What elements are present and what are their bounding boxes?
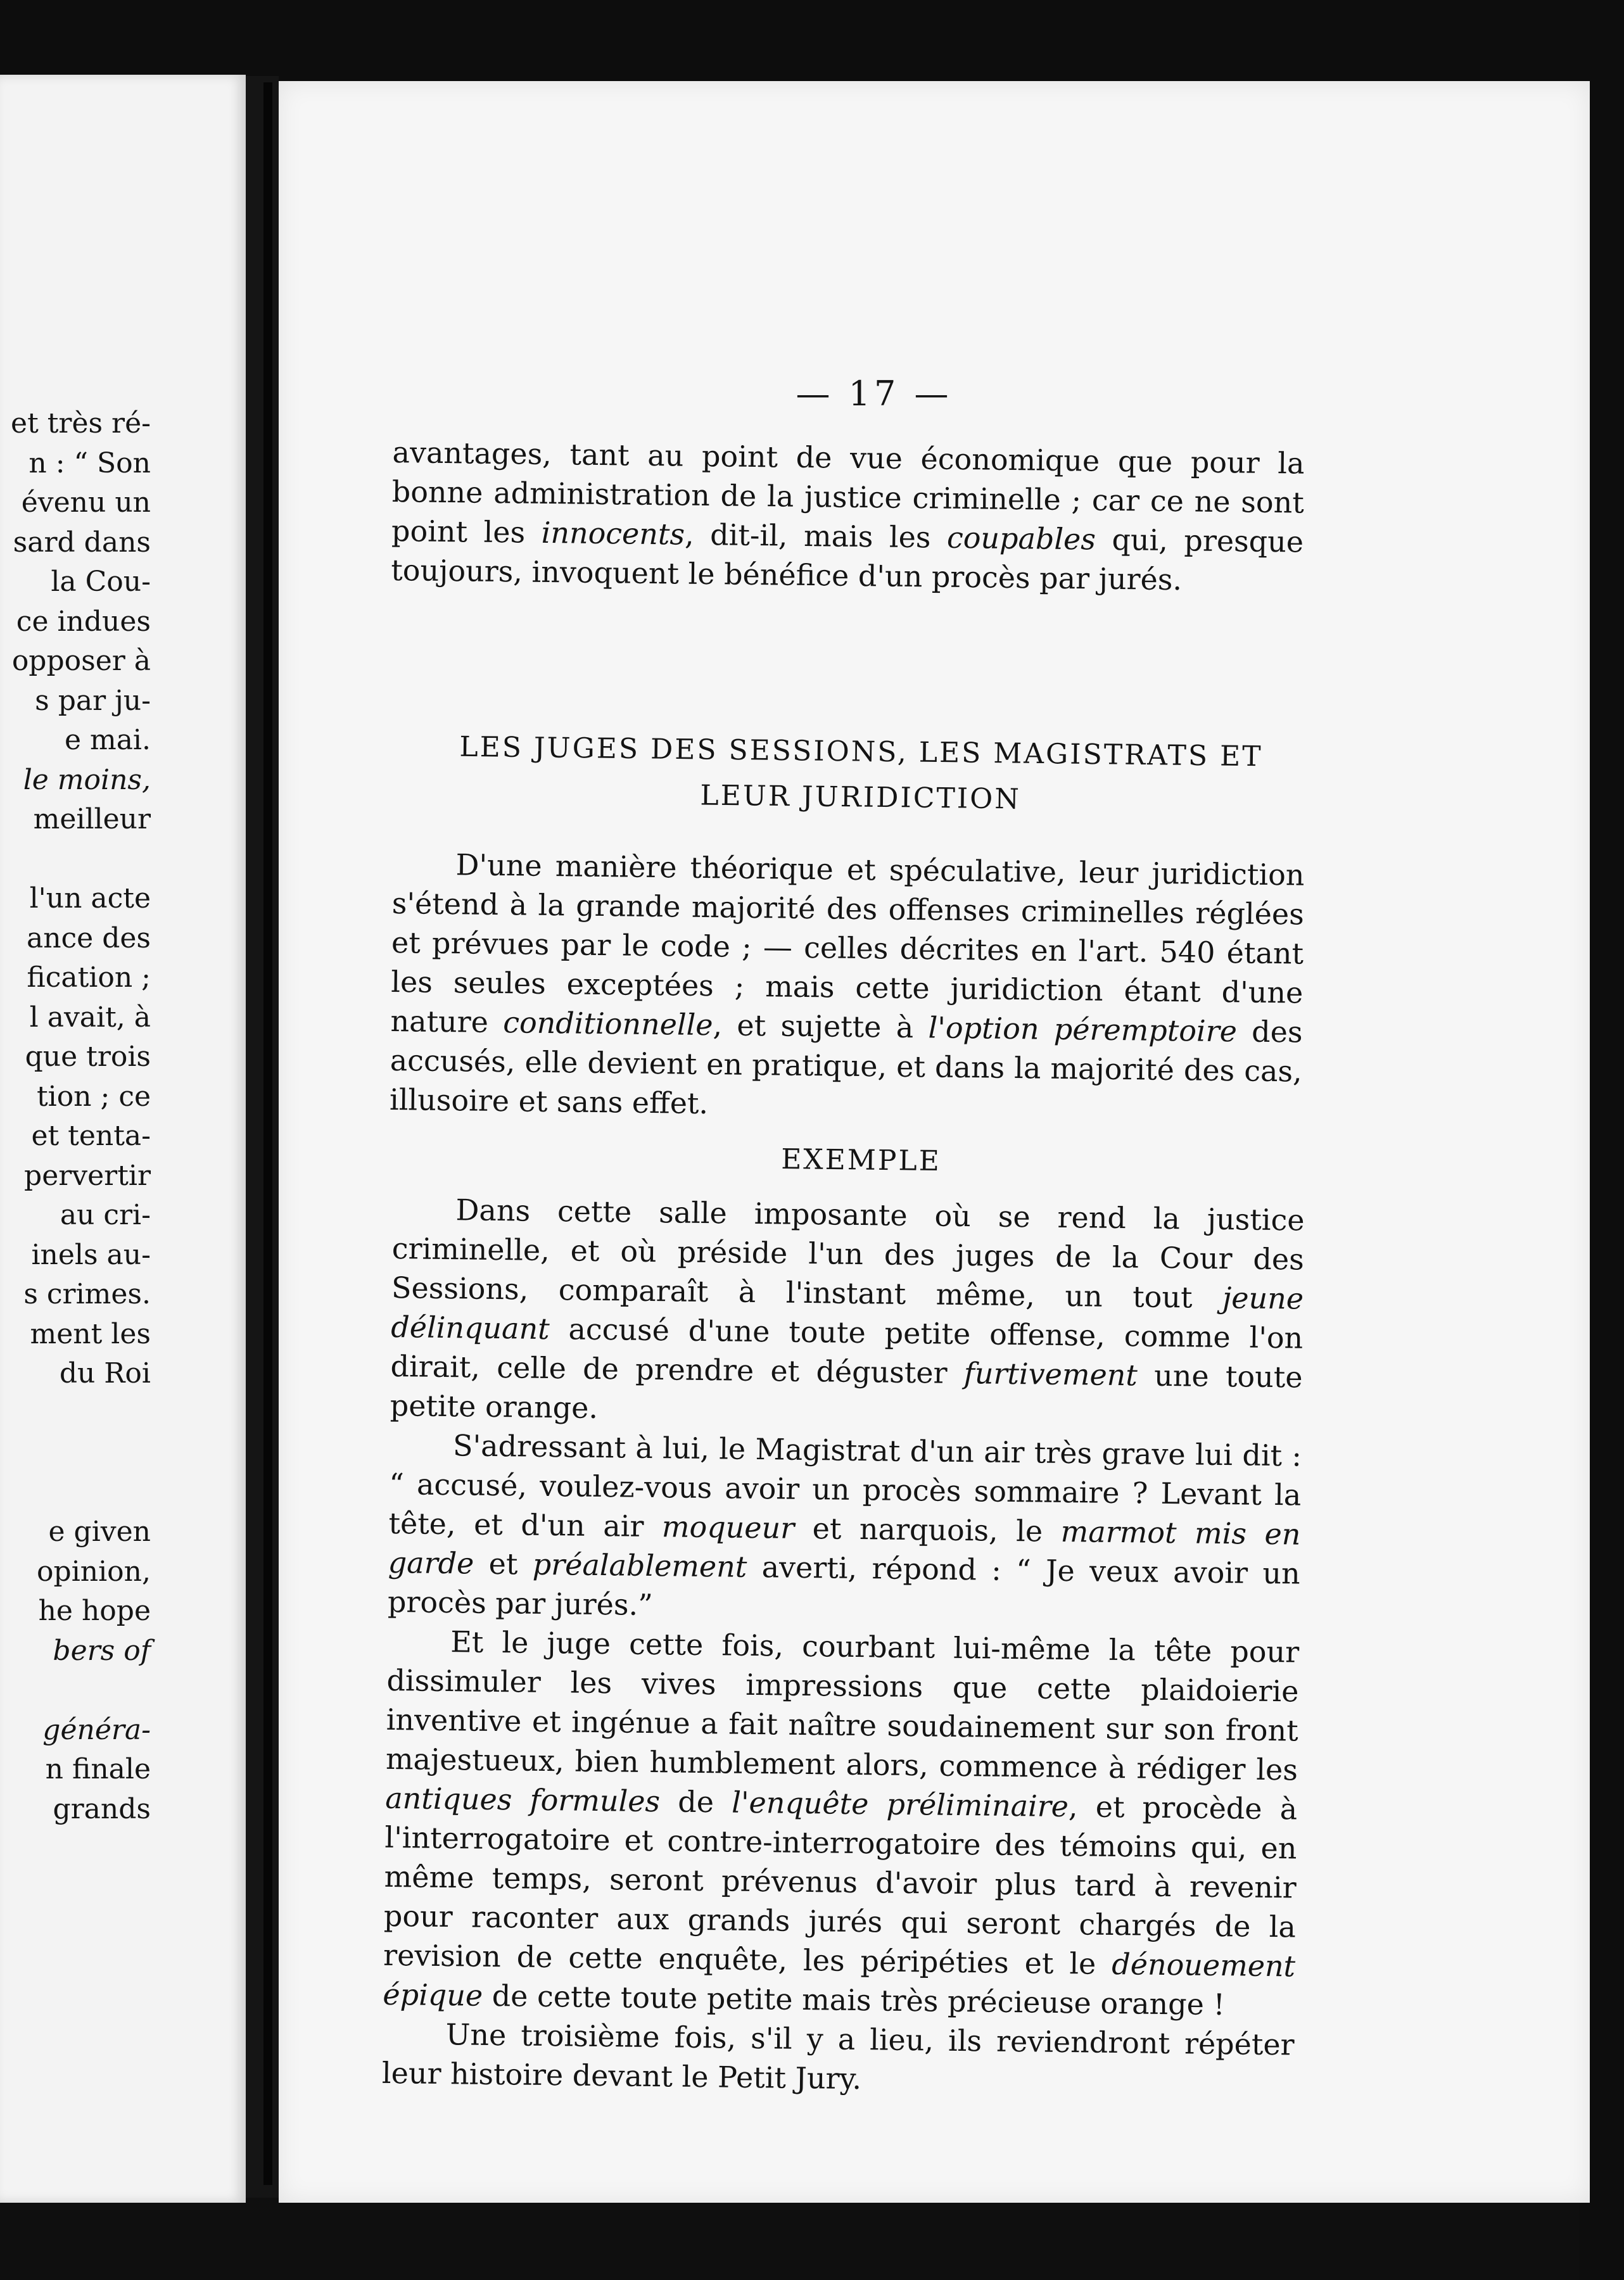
previous-page-line: évenu un <box>21 486 151 519</box>
example-heading: EXEMPLE <box>780 1143 942 1178</box>
previous-page-line <box>11 1394 151 1434</box>
previous-page-line: s crimes. <box>23 1278 151 1310</box>
previous-page-line: opposer à <box>11 645 151 677</box>
previous-page-line: ment les <box>30 1317 151 1350</box>
previous-page-line <box>11 1473 151 1513</box>
current-page <box>279 81 1590 2203</box>
previous-page-line: au cri- <box>60 1199 151 1231</box>
previous-page-line: tion ; ce <box>36 1080 151 1113</box>
previous-page-line <box>11 1433 151 1473</box>
scan-border-top <box>0 0 1624 82</box>
previous-page-line: la Cou- <box>51 566 151 598</box>
previous-page-fragment <box>0 75 246 2203</box>
previous-page-line: et tenta- <box>31 1120 151 1152</box>
previous-page-line: généra- <box>42 1713 151 1746</box>
previous-page-line: inels au- <box>31 1238 151 1271</box>
previous-page-line: le moins, <box>23 763 151 796</box>
paragraph-jurisdiction: D'une manière théorique et spéculative, leur juridiction s'étend à la grande majorité des offenses criminelles réglées et prévues par le code ; — celles décrites en l'art. 540 étant les seules exceptées ; mais cette juridiction étant d'une nature conditionnelle, et sujette à l'option péremptoire des accusés, elle devient en pratique, et dans la majorité des cas, illusoire et sans effet. <box>389 847 1305 1121</box>
gutter-shadow <box>263 82 272 2185</box>
previous-page-line: meilleur <box>33 803 151 835</box>
previous-page-line: que trois <box>25 1041 151 1073</box>
previous-page-line: ce indues <box>16 605 151 638</box>
book-gutter <box>246 76 279 2198</box>
previous-page-line: e mai. <box>64 724 151 756</box>
previous-page-line <box>11 840 151 880</box>
previous-page-line: e given <box>48 1516 151 1548</box>
previous-page-line: grands <box>53 1792 151 1825</box>
previous-page-line: bers of <box>53 1634 151 1667</box>
previous-page-line: opinion, <box>37 1555 151 1588</box>
example-text: Dans cette salle imposante où se rend la justice criminelle, et où préside l'un des juges de la Cour des Sessions, comparaît à l'instant même, un tout jeune délinquant accusé d'une toute petite offense, comme l'on dirait, celle de prendre et déguster furtivement une toute petite orange. S'adressant à lui, le Magistrat d'un air très grave lui dit : “ accusé, voulez-vous avoir un procès sommaire ? Levant la tête, et d'un air moqueur et narquois, le marmot mis en garde et préalablement averti, répond : “ Je veux avoir un procès par jurés.” Et le juge cette fois, courbant lui-même la tête pour dissimuler les vives impressions que cette plaidoierie inventive et ingénue a fait naître soudainement sur son front majestueux, bien humblement alors, commence à rédiger les antiques formules de l'enquête préliminaire, et procède à l'interrogatoire et contre-interrogatoire des témoins qui, en même temps, seront prévenus d'avoir plus tard à revenir pour raconter aux grands jurés qui seront chargés de la revision de cette enquête, les péripéties et le dénouement épique de cette toute petite mais très précieuse orange ! Une troisième fois, s'il y a lieu, ils reviendront répéter leur histoire devant le Petit Jury. <box>381 1193 1305 2096</box>
previous-page-line: ance des <box>26 922 151 954</box>
previous-page-line: n finale <box>45 1753 151 1785</box>
previous-page-line <box>11 1671 151 1711</box>
previous-page-line: et très ré- <box>11 407 151 440</box>
previous-page-line: du Roi <box>59 1357 151 1390</box>
previous-page-line: pervertir <box>24 1159 151 1192</box>
previous-page-line: fication ; <box>27 961 151 994</box>
section-heading: LES JUGES DES SESSIONS, LES MAGISTRATS ET LEUR JURIDICTION <box>459 730 1263 816</box>
previous-page-text <box>11 404 151 1829</box>
previous-page-line: n : “ Son <box>29 446 151 479</box>
previous-page-line: s par ju- <box>35 684 151 717</box>
page-number: — 17 — <box>796 374 953 414</box>
scan-border-bottom <box>0 2191 1624 2280</box>
previous-page-line: l avait, à <box>29 1001 151 1034</box>
paragraph-continuation: avantages, tant au point de vue économique que pour la bonne administration de la justice criminelle ; car ce ne sont point les innocents, dit-il, mais les coupables qui, presque toujours, invoquent le bénéfice d'un procès par jurés. <box>391 434 1305 597</box>
previous-page-line: l'un acte <box>29 882 151 915</box>
previous-page-line: sard dans <box>13 526 151 559</box>
previous-page-line: he hope <box>38 1595 151 1627</box>
